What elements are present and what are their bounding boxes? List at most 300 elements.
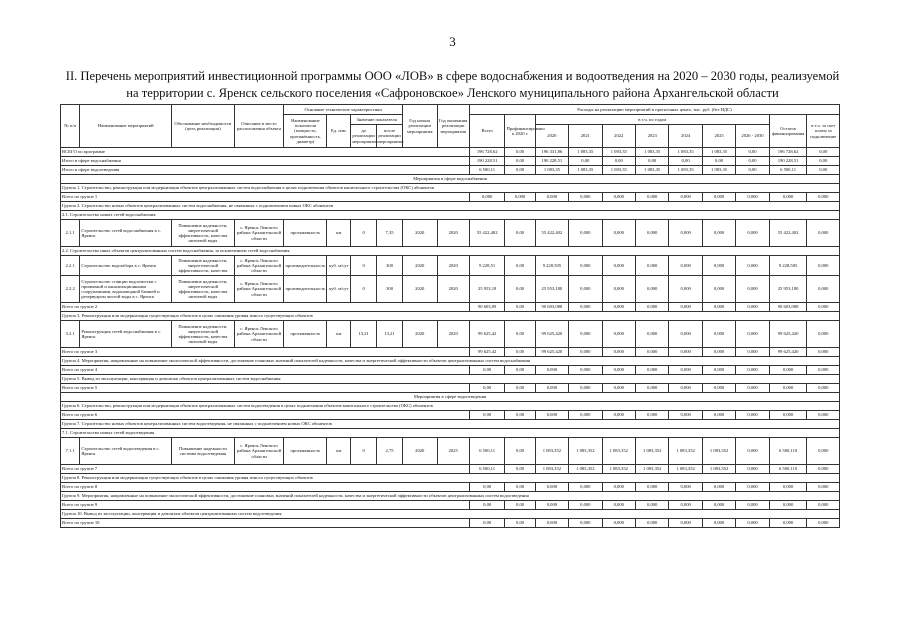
value-cell: 1 083,352 bbox=[569, 438, 602, 465]
value-cell: 0,000 bbox=[602, 303, 635, 312]
group-label: 2.1. Строительство новых сетей водоснабжения bbox=[61, 211, 840, 220]
header-year-2026-2030: 2026 - 2030 bbox=[736, 125, 769, 148]
value-cell: 0,000 bbox=[602, 220, 635, 247]
value-cell: 6 500,11 bbox=[469, 166, 505, 175]
value-cell: 1 083,35 bbox=[669, 166, 702, 175]
value-cell: 0,000 bbox=[635, 483, 668, 492]
section-label: Мероприятия в сфере водоснабжения bbox=[61, 175, 840, 184]
group-label: Группа 3. Реконструкция или модернизация существующих объектов в целях снижения уровня износа существующих объектов bbox=[61, 312, 840, 321]
header-tech-values: Значение показателя bbox=[351, 115, 403, 125]
value-cell: 0,000 bbox=[669, 483, 702, 492]
value-cell: 0,00 bbox=[807, 157, 840, 166]
value-cell: 1 083,352 bbox=[702, 465, 735, 474]
header-financed: Профинансировано к 2020 г. bbox=[505, 115, 535, 148]
row-unit: км bbox=[327, 220, 351, 247]
value-cell: 0,000 bbox=[535, 193, 568, 202]
table-row bbox=[61, 220, 840, 247]
row-before: 13,21 bbox=[351, 321, 377, 348]
row-year-end: 2025 bbox=[437, 438, 469, 465]
row-need: Повышение надежности, энергетической эффективности, качества bbox=[172, 256, 235, 276]
total-row bbox=[61, 148, 840, 157]
value-cell: 55 422,402 bbox=[469, 220, 505, 247]
value-cell: 0,000 bbox=[602, 366, 635, 375]
total-row bbox=[61, 157, 840, 166]
group-label: 7.1. Строительство новых сетей водоотведения bbox=[61, 429, 840, 438]
value-cell: 0,000 bbox=[669, 366, 702, 375]
header-year-start: Год начала реализации мероприятия bbox=[402, 105, 437, 148]
row-after: 7,35 bbox=[377, 220, 403, 247]
value-cell: 0,000 bbox=[769, 483, 807, 492]
value-cell: 0,000 bbox=[669, 348, 702, 357]
total-row bbox=[61, 384, 840, 393]
value-cell: 0,000 bbox=[736, 483, 769, 492]
total-label: Итого в сфере водоотведения bbox=[61, 166, 470, 175]
value-cell: 1 083,352 bbox=[702, 438, 735, 465]
value-cell: 196 331,86 bbox=[535, 148, 568, 157]
value-cell: 0,000 bbox=[807, 438, 840, 465]
value-cell: 55 422,402 bbox=[769, 220, 807, 247]
value-cell: 0,00 bbox=[505, 519, 535, 528]
value-cell: 9 228,51 bbox=[469, 256, 505, 276]
value-cell: 0,00 bbox=[469, 483, 505, 492]
value-cell: 0,000 bbox=[669, 256, 702, 276]
header-costs: Расходы на реализацию мероприятий в прогнозных ценах, тыс. руб. (без НДС) bbox=[469, 105, 839, 115]
row-param: протяженность bbox=[284, 438, 327, 465]
value-cell: 196 728,62 bbox=[769, 148, 807, 157]
value-cell: 90 603,09 bbox=[469, 303, 505, 312]
value-cell: 0,000 bbox=[736, 220, 769, 247]
value-cell: 0,000 bbox=[602, 411, 635, 420]
total-row bbox=[61, 303, 840, 312]
total-label: Всего по группе 8 bbox=[61, 483, 470, 492]
group-row bbox=[61, 357, 840, 366]
value-cell: 0,00 bbox=[505, 256, 535, 276]
table-row bbox=[61, 256, 840, 276]
value-cell: 0,000 bbox=[807, 321, 840, 348]
value-cell: 6 500,110 bbox=[769, 438, 807, 465]
row-place: с. Яренск Ленского района Архангельской области bbox=[234, 321, 284, 348]
header-year-2020: 2020 bbox=[535, 125, 568, 148]
value-cell: 0,000 bbox=[602, 348, 635, 357]
value-cell: 0,00 bbox=[469, 411, 505, 420]
value-cell: 9 228,505 bbox=[769, 256, 807, 276]
value-cell: 0,000 bbox=[569, 366, 602, 375]
value-cell: 1 083,35 bbox=[569, 166, 602, 175]
value-cell: 0,000 bbox=[669, 321, 702, 348]
value-cell: 0,00 bbox=[505, 157, 535, 166]
section-row bbox=[61, 175, 840, 184]
total-row bbox=[61, 166, 840, 175]
row-number: 2.2.1 bbox=[61, 256, 80, 276]
value-cell: 0,00 bbox=[807, 166, 840, 175]
total-row bbox=[61, 501, 840, 510]
value-cell: 0,000 bbox=[769, 519, 807, 528]
value-cell: 0,000 bbox=[736, 411, 769, 420]
row-need: Повышение надежности, энергетической эффективности, качества питьевой воды bbox=[172, 321, 235, 348]
investment-table-container bbox=[60, 104, 840, 528]
value-cell: 1 083,35 bbox=[669, 148, 702, 157]
value-cell: 1 083,35 bbox=[535, 166, 568, 175]
group-row bbox=[61, 492, 840, 501]
value-cell: 0,000 bbox=[602, 193, 635, 202]
value-cell: 0,000 bbox=[635, 321, 668, 348]
value-cell: 0,00 bbox=[635, 157, 668, 166]
group-row bbox=[61, 429, 840, 438]
total-label: Всего по группе 3 bbox=[61, 348, 470, 357]
value-cell: 99 625,42 bbox=[469, 348, 505, 357]
value-cell: 0,000 bbox=[569, 321, 602, 348]
header-tech-after: после реализации мероприятия bbox=[377, 125, 403, 148]
value-cell: 0,000 bbox=[669, 276, 702, 303]
total-row bbox=[61, 193, 840, 202]
value-cell: 1 083,352 bbox=[535, 465, 568, 474]
total-row bbox=[61, 483, 840, 492]
group-label: Группа 8. Реконструкция или модернизация существующих объектов в целях снижения уровня износа существующих объектов bbox=[61, 474, 840, 483]
row-need: Повышение надежности, энергетической эффективности, качества питьевой воды bbox=[172, 220, 235, 247]
value-cell: 1 083,352 bbox=[535, 438, 568, 465]
value-cell: 0,000 bbox=[569, 411, 602, 420]
value-cell: 0,00 bbox=[505, 483, 535, 492]
header-year-2025: 2025 bbox=[702, 125, 735, 148]
value-cell: 0,000 bbox=[669, 384, 702, 393]
value-cell: 0,000 bbox=[736, 256, 769, 276]
value-cell: 90 603,088 bbox=[769, 303, 807, 312]
group-row bbox=[61, 474, 840, 483]
value-cell: 6 500,11 bbox=[469, 438, 505, 465]
value-cell: 0,00 bbox=[505, 411, 535, 420]
value-cell: 0,000 bbox=[736, 501, 769, 510]
value-cell: 0,000 bbox=[535, 483, 568, 492]
value-cell: 99 625,420 bbox=[769, 348, 807, 357]
row-name: Строительство сетей водоотведения в с. Яренск bbox=[80, 438, 172, 465]
value-cell: 0,000 bbox=[535, 501, 568, 510]
group-row bbox=[61, 375, 840, 384]
row-year-end: 2020 bbox=[437, 256, 469, 276]
value-cell: 0,000 bbox=[669, 411, 702, 420]
header-need: Обоснование необходимости (цель реализации) bbox=[172, 105, 235, 148]
value-cell: 0,000 bbox=[669, 519, 702, 528]
title-line-1: II. Перечень мероприятий инвестиционной программы ООО «ЛОВ» в сфере водоснабжения и водоотведения на 2020 – 2030 годы, реализуемой bbox=[65, 69, 840, 83]
value-cell: 0,000 bbox=[535, 519, 568, 528]
row-number: 2.1.1 bbox=[61, 220, 80, 247]
value-cell: 0,00 bbox=[469, 501, 505, 510]
value-cell: 0,000 bbox=[635, 519, 668, 528]
value-cell: 0,000 bbox=[569, 303, 602, 312]
value-cell: 0,000 bbox=[569, 483, 602, 492]
row-name: Реконструкция сетей водоснабжения в с. Яренск bbox=[80, 321, 172, 348]
total-label: Всего по группе 10 bbox=[61, 519, 470, 528]
table-body bbox=[61, 148, 840, 528]
row-unit: км bbox=[327, 438, 351, 465]
value-cell: 0,000 bbox=[736, 193, 769, 202]
value-cell: 1 083,352 bbox=[602, 465, 635, 474]
value-cell: 0,000 bbox=[635, 276, 668, 303]
value-cell: 1 083,35 bbox=[602, 148, 635, 157]
value-cell: 0,000 bbox=[702, 519, 735, 528]
value-cell: 0,00 bbox=[469, 366, 505, 375]
value-cell: 0,000 bbox=[807, 483, 840, 492]
value-cell: 0,000 bbox=[702, 501, 735, 510]
value-cell: 0,000 bbox=[702, 366, 735, 375]
value-cell: 0,000 bbox=[736, 276, 769, 303]
value-cell: 1 083,352 bbox=[669, 438, 702, 465]
value-cell: 6 500,110 bbox=[769, 465, 807, 474]
value-cell: 0,00 bbox=[505, 220, 535, 247]
row-need: Повышение надежности, энергетической эффективности, качества питьевой воды bbox=[172, 276, 235, 303]
row-place: с. Яренск Ленского района Архангельской области bbox=[234, 276, 284, 303]
value-cell: 0,00 bbox=[505, 366, 535, 375]
value-cell: 0,000 bbox=[702, 220, 735, 247]
row-param: производительность bbox=[284, 256, 327, 276]
group-row bbox=[61, 402, 840, 411]
value-cell: 0,000 bbox=[769, 384, 807, 393]
header-incl-fee: в т.ч. за счет платы за подключение bbox=[807, 115, 840, 148]
row-after: 13,21 bbox=[377, 321, 403, 348]
value-cell: 0,000 bbox=[736, 519, 769, 528]
value-cell: 0,000 bbox=[807, 256, 840, 276]
value-cell: 0,000 bbox=[736, 348, 769, 357]
group-row bbox=[61, 510, 840, 519]
value-cell: 0,000 bbox=[807, 220, 840, 247]
row-name: Строительство станции водоочистки с промывкой и канализационными сооружениями, водонапорной башней и резервуаром чистой воды в с. Яренск bbox=[80, 276, 172, 303]
row-number: 2.2.2 bbox=[61, 276, 80, 303]
total-row bbox=[61, 348, 840, 357]
value-cell: 99 625,420 bbox=[769, 321, 807, 348]
value-cell: 0,00 bbox=[602, 157, 635, 166]
value-cell: 0,000 bbox=[702, 321, 735, 348]
value-cell: 0,000 bbox=[669, 193, 702, 202]
value-cell: 0,000 bbox=[736, 321, 769, 348]
value-cell: 1 083,352 bbox=[569, 465, 602, 474]
value-cell: 90 603,088 bbox=[535, 303, 568, 312]
page-number: 3 bbox=[449, 34, 456, 49]
group-row bbox=[61, 420, 840, 429]
value-cell: 0,000 bbox=[635, 256, 668, 276]
row-year-end: 2020 bbox=[437, 220, 469, 247]
group-row bbox=[61, 202, 840, 211]
table-row bbox=[61, 321, 840, 348]
total-label: Всего по группе 4 bbox=[61, 366, 470, 375]
value-cell: 99 625,420 bbox=[535, 321, 568, 348]
value-cell: 0,000 bbox=[635, 220, 668, 247]
value-cell: 6 500,11 bbox=[469, 465, 505, 474]
value-cell: 1 083,35 bbox=[702, 166, 735, 175]
value-cell: 0,00 bbox=[505, 438, 535, 465]
value-cell: 1 083,352 bbox=[602, 438, 635, 465]
value-cell: 1 083,35 bbox=[635, 148, 668, 157]
value-cell: 0,00 bbox=[505, 148, 535, 157]
row-param: производительность bbox=[284, 276, 327, 303]
total-label: Всего по группе 6 bbox=[61, 411, 470, 420]
value-cell: 0,000 bbox=[635, 501, 668, 510]
value-cell: 0,000 bbox=[702, 411, 735, 420]
header-year-end: Год окончания реализации мероприятия bbox=[437, 105, 469, 148]
value-cell: 0,000 bbox=[569, 348, 602, 357]
value-cell: 1 083,352 bbox=[635, 438, 668, 465]
total-label: Всего по группе 9 bbox=[61, 501, 470, 510]
value-cell: 0,000 bbox=[602, 501, 635, 510]
value-cell: 0,000 bbox=[807, 366, 840, 375]
value-cell: 0,000 bbox=[602, 384, 635, 393]
group-label: Группа 9. Мероприятия, направленные на повышение экологической эффективности, достижение плановых значений показателей надежности, качества и энергетической эффективности объектов централизованных систем водоотведения bbox=[61, 492, 840, 501]
value-cell: 0,000 bbox=[736, 438, 769, 465]
row-before: 0 bbox=[351, 438, 377, 465]
value-cell: 0,000 bbox=[569, 276, 602, 303]
group-label: Группа 2. Строительство новых объектов централизованных систем водоснабжения, не связанных с подключением новых ОКС абонентов bbox=[61, 202, 840, 211]
value-cell: 0,000 bbox=[769, 366, 807, 375]
header-year-2022: 2022 bbox=[602, 125, 635, 148]
header-name: Наименование мероприятий bbox=[80, 105, 172, 148]
total-row bbox=[61, 465, 840, 474]
header-year-2024: 2024 bbox=[669, 125, 702, 148]
value-cell: 0,00 bbox=[505, 348, 535, 357]
group-row bbox=[61, 247, 840, 256]
row-year-start: 2020 bbox=[402, 256, 437, 276]
value-cell: 0,000 bbox=[535, 411, 568, 420]
total-row bbox=[61, 366, 840, 375]
value-cell: 0,00 bbox=[669, 157, 702, 166]
value-cell: 0,000 bbox=[807, 465, 840, 474]
row-place: с. Яренск Ленского района Архангельской области bbox=[234, 438, 284, 465]
value-cell: 1 083,35 bbox=[702, 148, 735, 157]
row-place: с. Яренск Ленского района Архангельской области bbox=[234, 256, 284, 276]
value-cell: 25 953,180 bbox=[769, 276, 807, 303]
total-row bbox=[61, 411, 840, 420]
total-row bbox=[61, 519, 840, 528]
value-cell: 6 500,11 bbox=[769, 166, 807, 175]
value-cell: 1 083,35 bbox=[602, 166, 635, 175]
value-cell: 0,000 bbox=[702, 384, 735, 393]
value-cell: 0,000 bbox=[736, 465, 769, 474]
value-cell: 0,000 bbox=[569, 256, 602, 276]
value-cell: 0,000 bbox=[635, 384, 668, 393]
value-cell: 0,000 bbox=[807, 411, 840, 420]
total-label: Всего по группе 2 bbox=[61, 303, 470, 312]
value-cell: 0,000 bbox=[702, 483, 735, 492]
value-cell: 0,00 bbox=[807, 148, 840, 157]
group-label: Группа 6. Строительство, реконструкция или модернизация объектов централизованных систем водоотведения в целях подключения объектов капитального строительства (ОКС) абонентов bbox=[61, 402, 840, 411]
row-unit: км bbox=[327, 321, 351, 348]
row-before: 0 bbox=[351, 276, 377, 303]
value-cell: 1 083,35 bbox=[635, 166, 668, 175]
row-before: 0 bbox=[351, 256, 377, 276]
group-label: 2.2. Строительство иных объектов централизованных систем водоснабжения, за исключением сетей водоснабжения bbox=[61, 247, 840, 256]
value-cell: 99 625,42 bbox=[469, 321, 505, 348]
header-tech: Основные технические характеристики bbox=[284, 105, 403, 115]
value-cell: 0,00 bbox=[505, 384, 535, 393]
table-row bbox=[61, 276, 840, 303]
group-row bbox=[61, 211, 840, 220]
value-cell: 0,000 bbox=[569, 519, 602, 528]
row-before: 0 bbox=[351, 220, 377, 247]
value-cell: 0,000 bbox=[569, 501, 602, 510]
value-cell: 0,000 bbox=[769, 411, 807, 420]
total-label: Всего по группе 7 bbox=[61, 465, 470, 474]
value-cell: 0,000 bbox=[736, 366, 769, 375]
row-number: 3.2.1 bbox=[61, 321, 80, 348]
value-cell: 0,000 bbox=[569, 193, 602, 202]
value-cell: 1 083,352 bbox=[635, 465, 668, 474]
value-cell: 0,000 bbox=[702, 256, 735, 276]
header-remain: Остаток финансирования bbox=[769, 115, 807, 148]
value-cell: 0,000 bbox=[807, 348, 840, 357]
value-cell: 99 625,420 bbox=[535, 348, 568, 357]
total-label: Всего по группе 1 bbox=[61, 193, 470, 202]
table-row bbox=[61, 438, 840, 465]
value-cell: 0,000 bbox=[535, 384, 568, 393]
value-cell: 0,000 bbox=[807, 384, 840, 393]
value-cell: 0,000 bbox=[635, 303, 668, 312]
total-label: ВСЕГО по программе bbox=[61, 148, 470, 157]
group-label: Группа 4. Мероприятия, направленные на повышение экологической эффективности, достижение плановых значений показателей надежности, качества и энергетической эффективности объектов централизованных систем водоснабжения bbox=[61, 357, 840, 366]
value-cell: 0,000 bbox=[569, 220, 602, 247]
row-after: 300 bbox=[377, 256, 403, 276]
value-cell: 0,00 bbox=[505, 276, 535, 303]
value-cell: 0,00 bbox=[569, 157, 602, 166]
value-cell: 0,00 bbox=[505, 303, 535, 312]
row-name: Строительство водозабора в с. Яренск bbox=[80, 256, 172, 276]
header-year-2023: 2023 bbox=[635, 125, 668, 148]
group-label: Группа 10. Вывод из эксплуатации, консервация и демонтаж объектов централизованных систем водоотведения bbox=[61, 510, 840, 519]
investment-table bbox=[60, 104, 840, 528]
value-cell: 0,000 bbox=[702, 348, 735, 357]
value-cell: 0,000 bbox=[635, 366, 668, 375]
value-cell: 0,000 bbox=[635, 411, 668, 420]
header-num: № п/п bbox=[61, 105, 80, 148]
row-year-start: 2020 bbox=[402, 220, 437, 247]
table-header bbox=[61, 105, 840, 148]
value-cell: 0,000 bbox=[702, 276, 735, 303]
row-number: 7.1.1 bbox=[61, 438, 80, 465]
value-cell: 0,000 bbox=[669, 303, 702, 312]
value-cell: 0,00 bbox=[736, 148, 769, 157]
value-cell: 0,00 bbox=[736, 157, 769, 166]
value-cell: 0,000 bbox=[736, 303, 769, 312]
value-cell: 0,000 bbox=[702, 193, 735, 202]
value-cell: 0,000 bbox=[669, 501, 702, 510]
value-cell: 9 228,505 bbox=[535, 256, 568, 276]
value-cell: 196 728,62 bbox=[469, 148, 505, 157]
value-cell: 0,000 bbox=[769, 501, 807, 510]
value-cell: 0,000 bbox=[569, 384, 602, 393]
value-cell: 1 083,352 bbox=[669, 465, 702, 474]
value-cell: 55 422,402 bbox=[535, 220, 568, 247]
value-cell: 0,000 bbox=[602, 256, 635, 276]
value-cell: 0,000 bbox=[602, 276, 635, 303]
page-title bbox=[30, 68, 875, 102]
row-year-start: 2020 bbox=[402, 321, 437, 348]
value-cell: 25 953,180 bbox=[535, 276, 568, 303]
group-label: Группа 5. Вывод из эксплуатации, консервация и демонтаж объектов централизованных систем водоснабжения bbox=[61, 375, 840, 384]
value-cell: 190 228,51 bbox=[469, 157, 505, 166]
value-cell: 0,000 bbox=[602, 321, 635, 348]
header-year-2021: 2021 bbox=[569, 125, 602, 148]
title-line-2: на территории с. Яренск сельского поселения «Сафроновское» Ленского муниципального района Архангельской области bbox=[126, 86, 779, 100]
row-name: Строительство сетей водоснабжения в с. Яренск bbox=[80, 220, 172, 247]
value-cell: 0,000 bbox=[635, 193, 668, 202]
group-label: Группа 1. Строительство, реконструкция или модернизация объектов централизованных систем водоснабжения в целях подключения объектов капитального строительства (ОКС) абонентов bbox=[61, 184, 840, 193]
value-cell: 0,00 bbox=[505, 321, 535, 348]
row-unit: куб. м/сут bbox=[327, 276, 351, 303]
row-param: протяженность bbox=[284, 321, 327, 348]
value-cell: 0,000 bbox=[807, 519, 840, 528]
value-cell: 0,000 bbox=[505, 193, 535, 202]
group-row bbox=[61, 312, 840, 321]
total-label: Всего по группе 5 bbox=[61, 384, 470, 393]
value-cell: 1 083,35 bbox=[569, 148, 602, 157]
row-year-end: 2020 bbox=[437, 276, 469, 303]
value-cell: 0,000 bbox=[807, 276, 840, 303]
